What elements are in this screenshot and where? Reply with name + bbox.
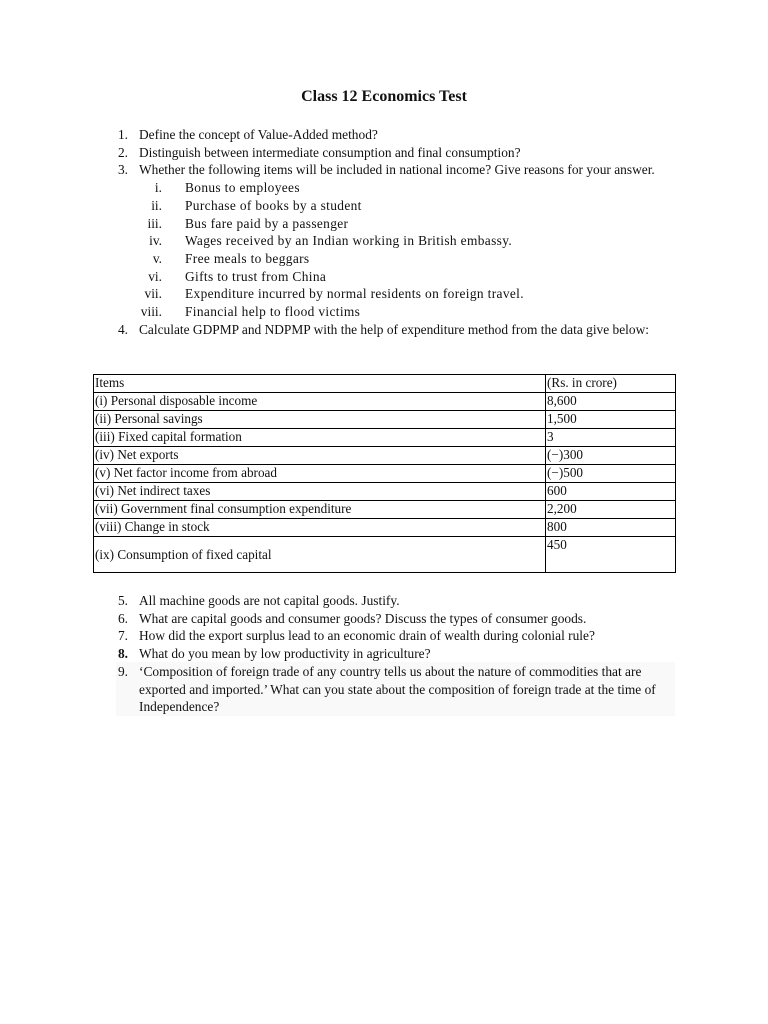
table-header-items: Items [94, 375, 546, 393]
question-number: 1. [117, 127, 128, 142]
table-header-row [94, 375, 676, 393]
sub-item-text: Gifts to trust from China [185, 268, 327, 284]
question-text: What do you mean by low productivity in agriculture? [139, 646, 431, 662]
question-text: Calculate GDPMP and NDPMP with the help of expenditure method from the data give below: [139, 321, 649, 337]
table-row [94, 537, 676, 573]
sub-item-number: viii. [140, 304, 162, 320]
question-1 [0, 126, 768, 144]
question-8 [0, 645, 768, 663]
question-7 [0, 627, 768, 645]
question-number: 7. [117, 628, 128, 644]
table-row [94, 429, 676, 447]
table-row [94, 447, 676, 465]
table-cell-value: 3 [546, 429, 676, 447]
table-cell-item: (viii) Change in stock [94, 519, 546, 537]
sub-item [0, 250, 768, 268]
table-row [94, 411, 676, 429]
table-cell-value: 1,500 [546, 411, 676, 429]
sub-item-number: vi. [148, 268, 162, 284]
sub-item-number: ii. [151, 197, 162, 213]
sub-item [0, 215, 768, 233]
table-cell-item: (ii) Personal savings [94, 411, 546, 429]
sub-item [0, 268, 768, 286]
question-number: 4. [117, 321, 128, 337]
sub-item [0, 285, 768, 303]
table-row [94, 483, 676, 501]
sub-item-text: Bonus to employees [185, 180, 300, 196]
question-list-part2 [0, 592, 768, 716]
table-cell-value: 8,600 [546, 393, 676, 411]
question-text: All machine goods are not capital goods. Justify. [139, 593, 400, 608]
question-list-part1 [0, 126, 768, 338]
table-cell-value: 450 [546, 537, 676, 573]
table-cell-value: 2,200 [546, 501, 676, 519]
question-number: 8. [117, 646, 128, 662]
question-text: How did the export surplus lead to an economic drain of wealth during colonial rule? [139, 628, 595, 644]
sub-item-number: iii. [147, 215, 162, 231]
question-text: Whether the following items will be included in national income? Give reasons for your answer. [139, 162, 655, 178]
table-cell-item: (vii) Government final consumption expenditure [94, 501, 546, 519]
sub-item-number: vii. [144, 286, 162, 302]
sub-item-number: iv. [149, 233, 162, 249]
sub-item-text: Wages received by an Indian working in British embassy. [185, 233, 513, 249]
sub-item-number: v. [152, 250, 162, 266]
question-6 [0, 610, 768, 628]
table-cell-value: (−)500 [546, 465, 676, 483]
page-title: Class 12 Economics Test [301, 88, 467, 105]
table-row [94, 519, 676, 537]
sub-item-text: Financial help to flood victims [185, 304, 361, 320]
table-cell-value: 600 [546, 483, 676, 501]
question-9 [0, 663, 768, 716]
table-cell-item: (iv) Net exports [94, 447, 546, 465]
sub-item-text: Free meals to beggars [185, 250, 310, 266]
sub-item-text: Purchase of books by a student [185, 197, 362, 213]
table-cell-item: (ix) Consumption of fixed capital [94, 537, 546, 573]
sub-item [0, 179, 768, 197]
question-text: Define the concept of Value-Added method? [139, 127, 378, 142]
table-row [94, 393, 676, 411]
data-table [93, 374, 676, 573]
sub-item-text: Expenditure incurred by normal residents on foreign travel. [185, 286, 524, 302]
sub-item [0, 303, 768, 321]
table-header-value: (Rs. in crore) [546, 375, 676, 393]
table-cell-item: (i) Personal disposable income [94, 393, 546, 411]
sub-item [0, 197, 768, 215]
table-row [94, 465, 676, 483]
table-cell-value: 800 [546, 519, 676, 537]
sub-item-number: i. [154, 180, 162, 196]
table-cell-item: (v) Net factor income from abroad [94, 465, 546, 483]
question-number: 3. [117, 162, 128, 178]
question-2 [0, 144, 768, 162]
table-row [94, 501, 676, 519]
table-cell-value: (−)300 [546, 447, 676, 465]
question-5 [0, 592, 768, 610]
question-text: Distinguish between intermediate consumption and final consumption? [139, 144, 521, 160]
question-4 [0, 321, 768, 339]
question-number: 6. [117, 610, 128, 626]
table-cell-item: (iii) Fixed capital formation [94, 429, 546, 447]
sub-item-text: Bus fare paid by a passenger [185, 215, 349, 231]
question-text: What are capital goods and consumer goods? Discuss the types of consumer goods. [139, 610, 587, 626]
sub-item [0, 232, 768, 250]
question-number: 2. [117, 144, 128, 160]
question-number: 5. [117, 593, 128, 608]
question-number: 9. [117, 663, 128, 679]
table-cell-item: (vi) Net indirect taxes [94, 483, 546, 501]
question-text: ‘Composition of foreign trade of any country tells us about the nature of commodities that are exported and imported.’ What can you state about the composition of foreign trade at the time of Independence? [139, 663, 656, 715]
question-3 [0, 161, 768, 179]
